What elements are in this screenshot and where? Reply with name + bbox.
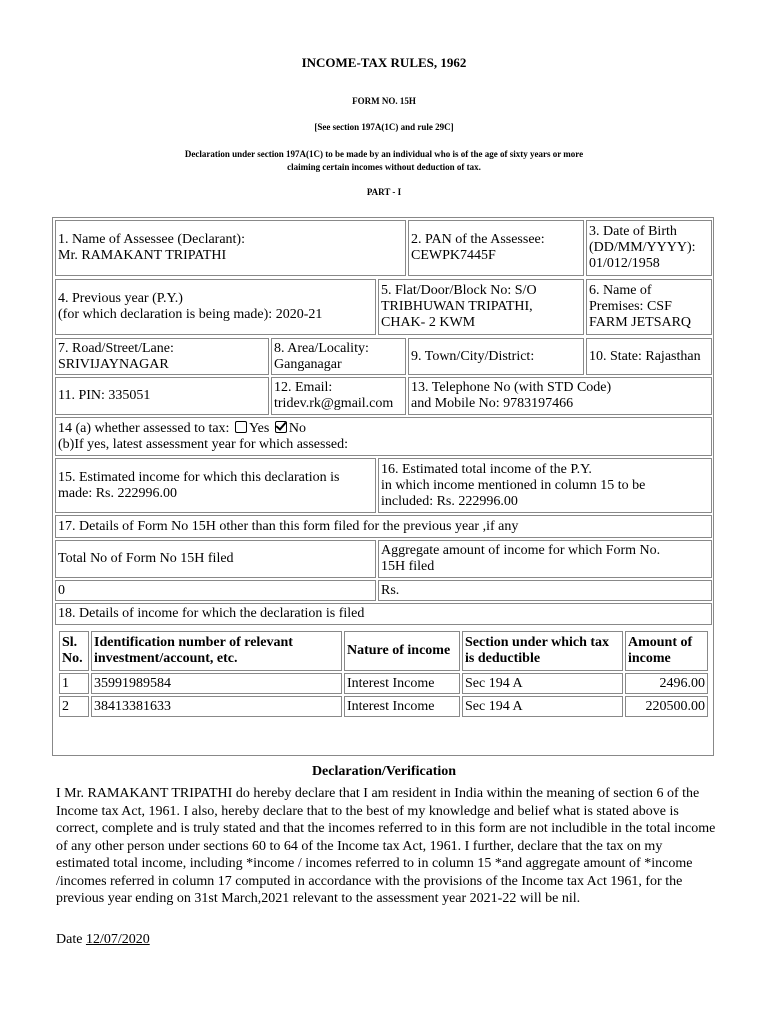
income-table-cell-text: 1 [62, 675, 69, 691]
field-town-city [408, 338, 584, 375]
field-14a-label: 14 (a) whether assessed to tax: [58, 420, 230, 436]
declaration-body: I Mr. RAMAKANT TRIPATHI do hereby declare that I am resident in India within the meaning of section 6 of the Income tax Act, 1961. I also, hereby declare that to the best of my knowledge and belief what is stated above is correct, complete and is truly stated and that the incomes referred to in this form are not includible in the total income of any other person under sections 60 to 64 of the Income tax Act, 1961. I further, declare that the tax on my estimated total income, including *income / incomes referred to in column 15 *and aggregate amount of *income /incomes referred in column 17 computed in accordance with the provisions of the Income tax Act 1961, for the previous year ending on 31st March,2021 relevant to the assessment year 2021-22 will be nil. [56, 786, 716, 906]
income-table-cell-nature [344, 696, 460, 717]
field-name-of-assessee [55, 220, 406, 276]
field-telephone [408, 377, 712, 415]
income-table-header-section [462, 631, 623, 671]
form-number: FORM NO. 15H [352, 96, 416, 106]
field-previous-year-text: 4. Previous year (P.Y.) (for which declaration is being made): 2020-21 [58, 291, 323, 322]
field-pin [55, 377, 269, 415]
field-flat-door-block-text: 5. Flat/Door/Block No: S/O TRIBHUWAN TRIPATHI, CHAK- 2 KWM [381, 283, 537, 330]
field-state [586, 338, 712, 375]
field-date-of-birth-text: 3. Date of Birth (DD/MM/YYYY): 01/012/1958 [589, 224, 696, 271]
income-table-header-text: Section under which tax is deductible [465, 635, 610, 666]
field-telephone-text: 13. Telephone No (with STD Code) and Mobile No: 9783197466 [411, 380, 612, 411]
income-table-cell-amount [625, 673, 708, 694]
income-table-cell-slno [59, 673, 89, 694]
income-table-cell-text: Sec 194 A [465, 698, 523, 714]
field-premises-name [586, 279, 712, 335]
income-table-header-text: Identification number of relevant investment/account, etc. [94, 635, 293, 666]
declaration-title: Declaration/Verification [311, 764, 457, 779]
income-table-header-text: Nature of income [347, 643, 451, 658]
part-label: PART - I [366, 187, 402, 197]
field-previous-year [55, 279, 376, 335]
form-section-reference: [See section 197A(1C) and rule 29C] [314, 122, 454, 132]
field-estimated-income [55, 458, 376, 513]
field-14b-label: (b)If yes, latest assessment year for which assessed: [58, 436, 349, 452]
field-17-total-label [55, 540, 376, 578]
income-table-cell-text: Interest Income [347, 698, 435, 714]
income-table-header-amount [625, 631, 708, 671]
field-email [271, 377, 406, 415]
field-pan [408, 220, 584, 276]
field-17-total-value [55, 580, 376, 601]
income-table-cell-section [462, 673, 623, 694]
field-area-locality [271, 338, 406, 375]
form-description-line-2: claiming certain incomes without deduction of tax. [287, 162, 481, 172]
income-table-cell-text: 2 [62, 698, 69, 714]
field-pin-text: 11. PIN: 335051 [58, 388, 151, 403]
field-name-of-assessee-text: 1. Name of Assessee (Declarant): Mr. RAMAKANT TRIPATHI [58, 232, 245, 263]
income-table-cell-text: Sec 194 A [465, 675, 523, 691]
field-17-aggregate-value [378, 580, 712, 601]
field-17-total-value-text: 0 [58, 582, 65, 598]
income-table-cell-text: 2496.00 [659, 675, 705, 691]
field-estimated-total-income-text: 16. Estimated total income of the P.Y. in which income mentioned in column 15 to be included: Rs. 222996.00 [381, 461, 646, 509]
field-17-total-label-text: Total No of Form No 15H filed [58, 551, 234, 566]
income-table-cell-text: 38413381633 [94, 698, 171, 714]
field-17-heading-text: 17. Details of Form No 15H other than this form filed for the previous year ,if any [58, 518, 519, 534]
checkbox-yes-label: Yes [248, 420, 270, 436]
income-table-cell-text: 220500.00 [645, 698, 705, 714]
field-state-text: 10. State: Rajasthan [589, 348, 701, 364]
income-table-cell-amount [625, 696, 708, 717]
field-17-heading [55, 515, 712, 538]
date-label: Date [56, 932, 83, 947]
date-value: 12/07/2020 [85, 932, 150, 947]
form-title: INCOME-TAX RULES, 1962 [301, 55, 467, 70]
form-description-line-1: Declaration under section 197A(1C) to be made by an individual who is of the age of sixty years or more [184, 149, 584, 159]
income-table-cell-identification [91, 673, 342, 694]
field-18-heading [55, 603, 712, 625]
income-table-header-nature [344, 631, 460, 671]
checkbox-no-checked[interactable] [275, 421, 287, 433]
income-table-header-identification [91, 631, 342, 671]
income-table-header-slno [59, 631, 89, 671]
form-description [0, 148, 768, 174]
field-17-aggregate-value-text: Rs. [381, 582, 400, 598]
field-17-aggregate-label-text: Aggregate amount of income for which Form No. 15H filed [381, 543, 661, 574]
field-premises-name-text: 6. Name of Premises: CSF FARM JETSARQ [589, 283, 692, 330]
field-assessed-to-tax [55, 417, 712, 456]
field-pan-text: 2. PAN of the Assessee: CEWPK7445F [411, 232, 545, 263]
checkbox-no-label: No [288, 420, 306, 436]
field-estimated-total-income [378, 458, 712, 513]
income-table-header-text: Sl. No. [62, 635, 83, 666]
field-area-locality-text: 8. Area/Locality: Ganganagar [274, 340, 369, 372]
field-road-street [55, 338, 269, 375]
field-date-of-birth [586, 220, 712, 276]
field-town-city-text: 9. Town/City/District: [411, 348, 535, 364]
field-18-heading-text: 18. Details of income for which the declaration is filed [58, 606, 365, 621]
field-estimated-income-text: 15. Estimated income for which this declaration is made: Rs. 222996.00 [58, 469, 340, 501]
income-table-cell-section [462, 696, 623, 717]
field-email-text: 12. Email: tridev.rk@gmail.com [274, 380, 394, 411]
income-table-cell-text: 35991989584 [94, 675, 171, 691]
income-table-cell-nature [344, 673, 460, 694]
checkbox-yes[interactable] [235, 421, 247, 433]
income-table-header-text: Amount of income [628, 635, 693, 666]
date-line [56, 932, 150, 948]
field-17-aggregate-label [378, 540, 712, 578]
income-table-cell-text: Interest Income [347, 675, 435, 691]
income-table-cell-slno [59, 696, 89, 717]
income-table-cell-identification [91, 696, 342, 717]
field-road-street-text: 7. Road/Street/Lane: SRIVIJAYNAGAR [58, 340, 174, 372]
field-flat-door-block [378, 279, 584, 335]
